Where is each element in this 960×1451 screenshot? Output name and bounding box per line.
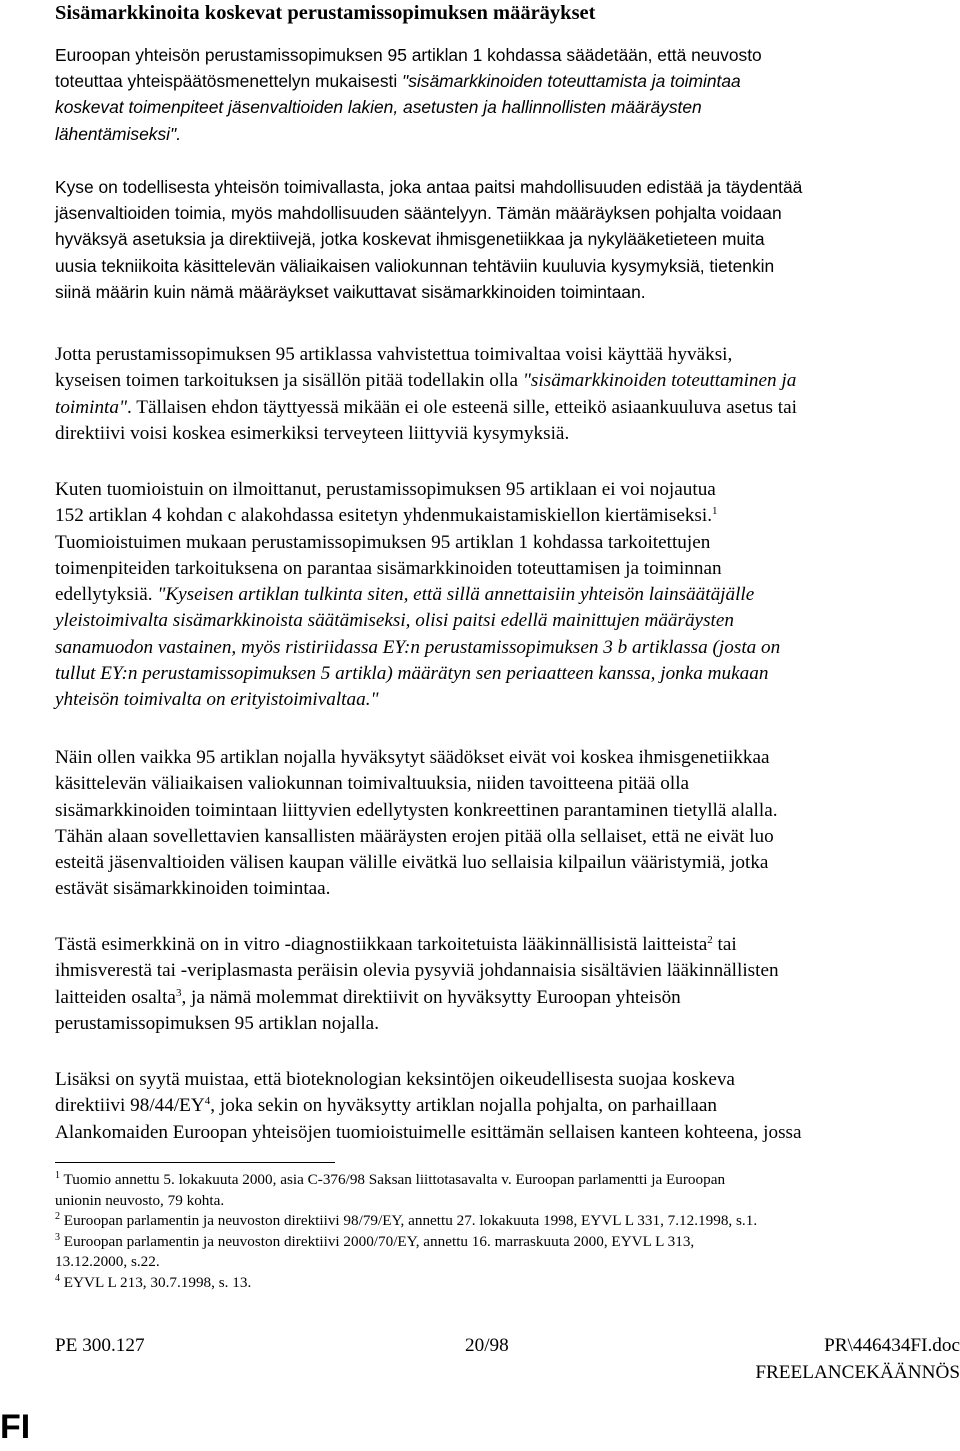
text-span: 152 artiklan 4 kohdan c alakohdassa esitetyn yhdenmukaistamiskiellon kiertämiseksi. [55,505,713,527]
document-reference: PE 300.127 [55,1335,145,1356]
text-span: laitteiden osalta [55,986,176,1008]
quote-italic: tullut EY:n perustamissopimuksen 5 artikla) määrätyn sen periaatteen kanssa, jonka mukaan [55,663,769,685]
text-line: estävät sisämarkkinoiden toimintaa. [55,878,331,900]
text-span: direktiivi 98/44/EY [55,1095,205,1117]
text-line: Kuten tuomioistuin on ilmoittanut, perustamissopimuksen 95 artiklaan ei voi nojautua [55,479,716,500]
text-line [55,932,960,958]
text-line [55,1170,960,1191]
text-line: esteitä jäsenvaltioiden välisen kaupan välille eivätkä luo sellaisia kilpailun vääristymiä, jotka [55,852,769,874]
quote-italic: "sisämarkkinoiden toteuttamista ja toimintaa [402,71,741,92]
text-line [55,985,960,1011]
footnote-number: 4 [55,1272,60,1284]
text-line: Tuomioistuimen mukaan perustamissopimuksen 95 artiklan 1 kohdassa tarkoitettujen [55,531,711,553]
page-footer [55,1332,960,1392]
quote-italic: toiminta" [55,396,128,418]
text-line: Jotta perustamissopimuksen 95 artiklassa vahvistettua toimivaltaa voisi käyttää hyväksi, [55,344,733,365]
footnote-4 [55,1273,960,1294]
text-line: perustamissopimuksen 95 artiklan nojalla. [55,1012,379,1034]
text-line: uusia tekniikoita käsittelevän väliaikaisen valiokunnan tehtäviin kuuluvia kysymyksiä, tietenkin [55,255,775,276]
text-line [55,200,960,226]
footnote-number: 3 [55,1231,60,1243]
text-span: Tuomio annettu 5. lokakuuta 2000, asia C-376/98 Saksan liittotasavalta v. Euroopan parlamentti ja Euroopan [60,1171,726,1188]
text-span: edellytyksiä. [55,584,158,606]
text-line: 13.12.2000, s.22. [55,1253,160,1270]
text-span: , ja nämä molemmat direktiivit on hyväksytty Euroopan yhteisön [181,986,681,1008]
text-line [55,1211,960,1232]
quote-italic: sanamuodon vastainen, myös ristiriidassa EY:n perustamissopimuksen 3 b artiklassa (josta on [55,636,781,658]
text-span: jäsenvaltioiden toimia, myös mahdollisuuden sääntelyyn. [55,203,497,224]
text-span: tai [712,934,737,955]
page-number: 20/98 [465,1335,509,1356]
footnote-3 [55,1232,960,1273]
text-line: ihmisverestä tai -veriplasmasta peräisin olevia pysyviä johdannaisia sisältävien lääkinnällisten [55,960,779,982]
text-line: siinä määrin kuin nämä määräykset vaikuttavat sisämarkkinoiden toimintaan. [55,281,646,302]
text-line: sisämarkkinoiden toimintaan liittyvien edellytysten konkreettinen parantaminen tietyllä alalla. [55,799,778,821]
quote-italic: lähentämiseksi". [55,123,182,144]
text-line: unionin neuvosto, 79 kohta. [55,1191,225,1209]
footnotes [55,1170,960,1293]
text-span: Euroopan parlamentin ja neuvoston direktiivi 2000/70/EY, annettu 16. marraskuuta 2000, EYVL L 313, [60,1232,695,1250]
paragraph-consequence [55,745,960,903]
paragraph-example [55,932,960,1037]
text-line [55,503,960,529]
quote-italic: koskevat toimenpiteet jäsenvaltioiden lakien, asetusten ja hallinnollisten määräysten [55,97,702,118]
footnote-ref[interactable]: 1 [712,505,718,518]
text-line [55,368,960,394]
paragraph-article-95 [55,42,960,147]
footnote-2 [55,1211,960,1232]
paragraph-court-ruling [55,477,960,714]
footnote-ref[interactable]: 3 [175,986,182,999]
text-line: Lisäksi on syytä muistaa, että bioteknologian keksintöjen oikeudellisesta suojaa koskeva [55,1069,735,1090]
text-line: Alankomaiden Euroopan yhteisöjen tuomioistuimelle esittämän sellaisen kanteen kohteena, jossa [55,1121,802,1143]
footnote-ref[interactable]: 4 [204,1095,211,1108]
text-line [55,1232,960,1253]
footnote-1 [55,1170,960,1211]
quote-italic: "Kyseisen artiklan tulkinta siten, että sillä annettaisiin yhteisön lainsäätäjälle [157,584,755,606]
text-line: hyväksyä asetuksia ja direktiivejä, jotka koskevat ihmisgenetiikkaa ja nykylääketieteen muita [55,229,765,250]
quote-italic: yhteisön toimivalta on erityistoimivaltaa." [55,689,379,711]
text-line: toimenpiteiden tarkoituksena on parantaa sisämarkkinoiden toteuttamisen ja toiminnan [55,557,722,579]
text-line: Näin ollen vaikka 95 artiklan nojalla hyväksytyt säädökset eivät voi koskea ihmisgenetiikkaa [55,747,770,768]
text-line: Tähän alaan sovellettavien kansallisten määräysten erojen pitää olla sellaiset, että ne eivät luo [55,825,774,847]
text-line [55,582,960,608]
paragraph-competence [55,174,960,305]
text-span: kyseisen toimen tarkoituksen ja sisällön pitää todellakin olla [55,370,523,392]
text-span: toteuttaa yhteispäätösmenettelyn mukaisesti [55,71,403,92]
footnote-number: 2 [55,1211,60,1222]
text-span: . Tällaisen ehdon täyttyessä mikään ei ole esteenä sille, etteikö asiaankuuluva asetus tai [127,396,797,418]
footnote-number: 1 [55,1170,60,1181]
quote-italic: yleistoimivalta sisämarkkinoista säätämiseksi, olisi paitsi edellä mainittujen määräysten [55,610,734,632]
text-line: Euroopan yhteisön perustamissopimuksen 95 artiklan 1 kohdassa säädetään, että neuvosto [55,45,762,65]
text-span: Tästä esimerkkinä on in vitro -diagnostiikkaan tarkoitetuista lääkinnällisistä laitteista [55,934,708,955]
section-heading: Sisämarkkinoita koskevat perustamissopimuksen määräykset [55,2,596,24]
file-name: PR\446434FI.doc [824,1335,960,1356]
text-line [55,395,960,421]
text-line: Kyse on todellisesta yhteisön toimivallasta, joka antaa paitsi mahdollisuuden edistää ja täydentää [55,177,803,197]
text-line [55,1093,960,1119]
paragraph-biotech [55,1067,960,1146]
text-span: EYVL L 213, 30.7.1998, s. 13. [60,1273,252,1291]
text-line [55,68,960,94]
text-span: , joka sekin on hyväksytty artiklan nojalla pohjalta, on parhaillaan [210,1095,718,1117]
text-line [55,1273,960,1294]
translation-label: FREELANCEKÄÄNNÖS [755,1362,960,1383]
text-span: Euroopan parlamentin ja neuvoston direktiivi 98/79/EY, annettu 27. lokakuuta 1998, EYVL L 331, 7.12.1998, s.1. [60,1212,758,1229]
language-code: FI [0,1408,31,1446]
text-span: Tämän määräyksen pohjalta voidaan [496,203,782,224]
footnote-separator [55,1162,335,1163]
text-line: käsittelevän väliaikaisen valiokunnan toimivaltuuksia, niiden tavoitteena pitää olla [55,773,690,795]
footnote-ref[interactable]: 2 [707,934,713,946]
paragraph-internal-market [55,342,960,447]
text-line: direktiivi voisi koskea esimerkiksi terveyteen liittyviä kysymyksiä. [55,422,570,444]
quote-italic: "sisämarkkinoiden toteuttaminen ja [522,370,797,392]
